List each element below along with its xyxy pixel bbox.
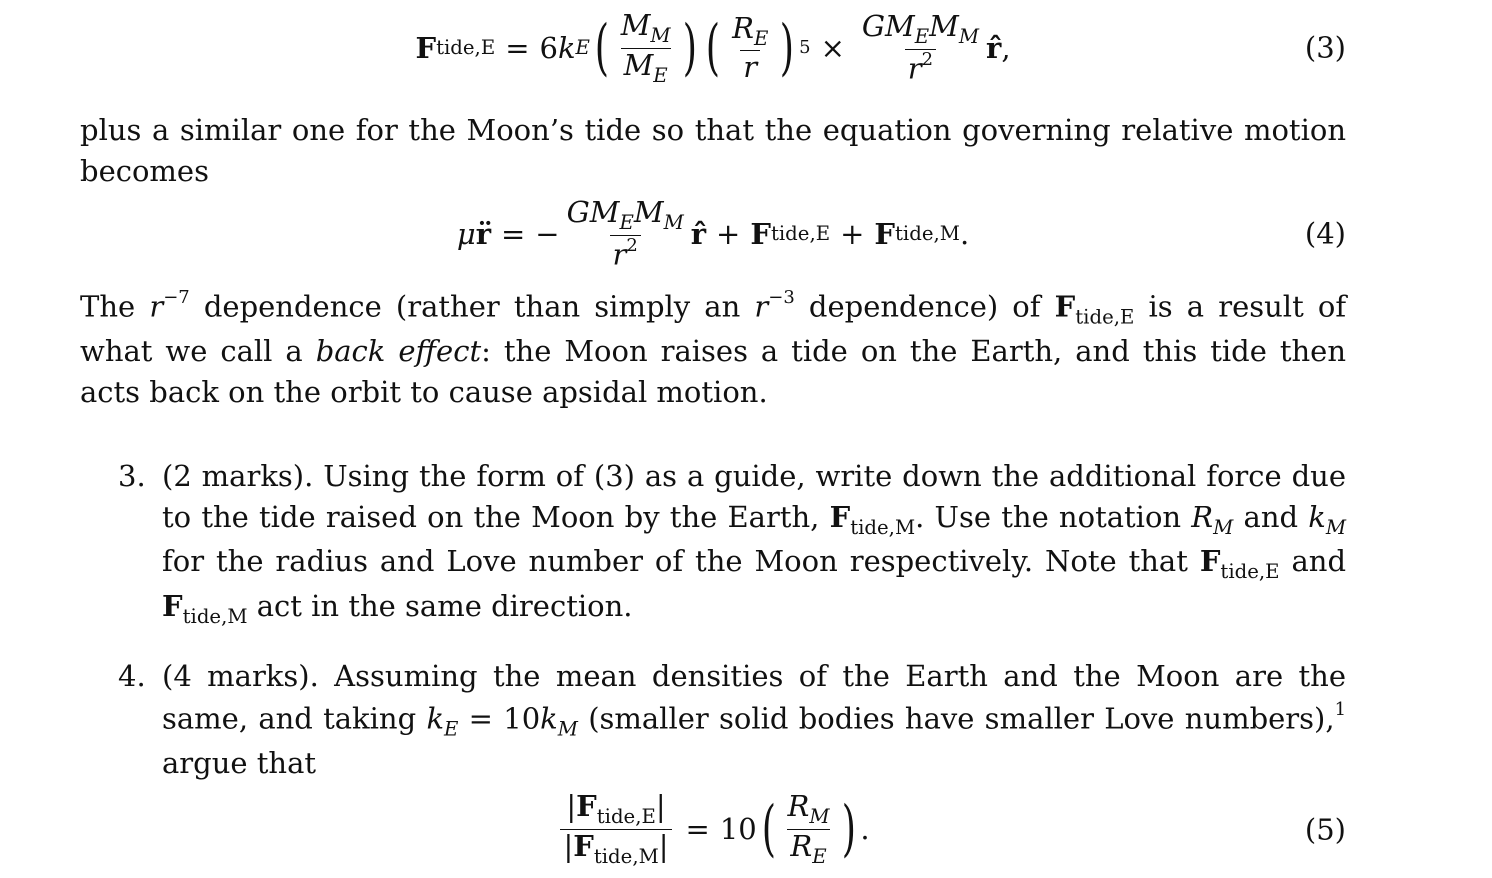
- paragraph-2-end: : the Moon raises a tide on the Earth, and this tide then acts back on the orbit to cause apsidal motion.: [80, 334, 1346, 409]
- paragraph-2: The $r^{-7}$ dependence (rather than simply an $r^{-3}$ dependence) of $F_{tide,E}$ is a result of what we call a back effect: the Moon raises a tide on the Earth, and this tide then acts back on the orbit to cause apsidal motion.: [80, 287, 1347, 409]
- question-4-label: 4.: [118, 659, 146, 694]
- equation-4-math: μ r̈ = − $\frac{GM_EM_M}{r^2}$ r̂ + F tide,E + F tide,M .: [456, 195, 970, 272]
- paragraph-2-mid2: dependence) of: [808, 289, 1041, 324]
- equation-3: [80, 0, 1346, 96]
- equation-5-number: (5): [1304, 812, 1346, 847]
- equation-5-math: $\frac{|F_{tide,E}|}{|F_{tide,M}|}$ = 10 ( $\frac{R_M}{R_E}$ ) .: [556, 790, 869, 868]
- question-3-text-c: and: [1243, 499, 1299, 534]
- question-3: 3. (2 marks). Using the form of (3) as a guide, write down the additional force due to the tide raised on the Moon by the Earth, $F_{tide,M}$. Use the notation $R_M$ and $k_M$ for the radius and Love number of the Moon respectively. Note that $F_{tide,E}$ and $F_{tide,M}$ act in the same direction.: [80, 456, 1346, 630]
- question-3-text-d: for the radius and Love number of the Moon respectively. Note that: [162, 544, 1188, 579]
- equation-4-number: (4): [1304, 216, 1346, 251]
- question-3-text-e: and: [1291, 544, 1347, 579]
- equation-3-math: F tide,E = 6 k E ( $\frac{M_M}{M_E}$ ) ( $\frac{R_E}{r}$ ) 5 × $\frac{GM_EM_M}{r^2}$ r̂ ,: [415, 7, 1011, 87]
- paragraph-2-start: The: [80, 289, 136, 324]
- question-3-label: 3.: [118, 459, 146, 494]
- question-4: 4. (4 marks). Assuming the mean densities of the Earth and the Moon are the same, and taking $k_E = 10k_M$ (smaller solid bodies have smaller Love numbers),$^1$ argue that: [80, 656, 1346, 783]
- question-4-text-a: (4 marks). Assuming the mean densities of the Earth and the Moon are the same, and taking: [162, 659, 1346, 736]
- paragraph-2-mid1: dependence (rather than simply an: [203, 289, 741, 324]
- equation-4: [80, 191, 1346, 277]
- paragraph-2-italic: back effect: [315, 334, 482, 369]
- document-page: [80, 0, 1346, 878]
- question-3-text-a: (2 marks). Using the form of (3) as a guide, write down the additional force due to the tide raised on the Moon by the Earth,: [162, 459, 1346, 534]
- question-list: [80, 456, 1346, 783]
- question-4-text-c: argue that: [162, 745, 317, 780]
- paragraph-2-mid3: is a result of what we call a: [80, 289, 1347, 369]
- question-3-text-b: . Use the notation: [915, 499, 1182, 534]
- question-3-text-f: act in the same direction.: [256, 588, 633, 623]
- paragraph-1: plus a similar one for the Moon’s tide so that the equation governing relative motion becomes: [80, 113, 1346, 188]
- question-4-text-b: (smaller solid bodies have smaller Love numbers),: [588, 701, 1335, 736]
- footnote-marker: 1: [1334, 698, 1347, 720]
- equation-5: [80, 782, 1346, 878]
- equation-3-number: (3): [1304, 30, 1346, 65]
